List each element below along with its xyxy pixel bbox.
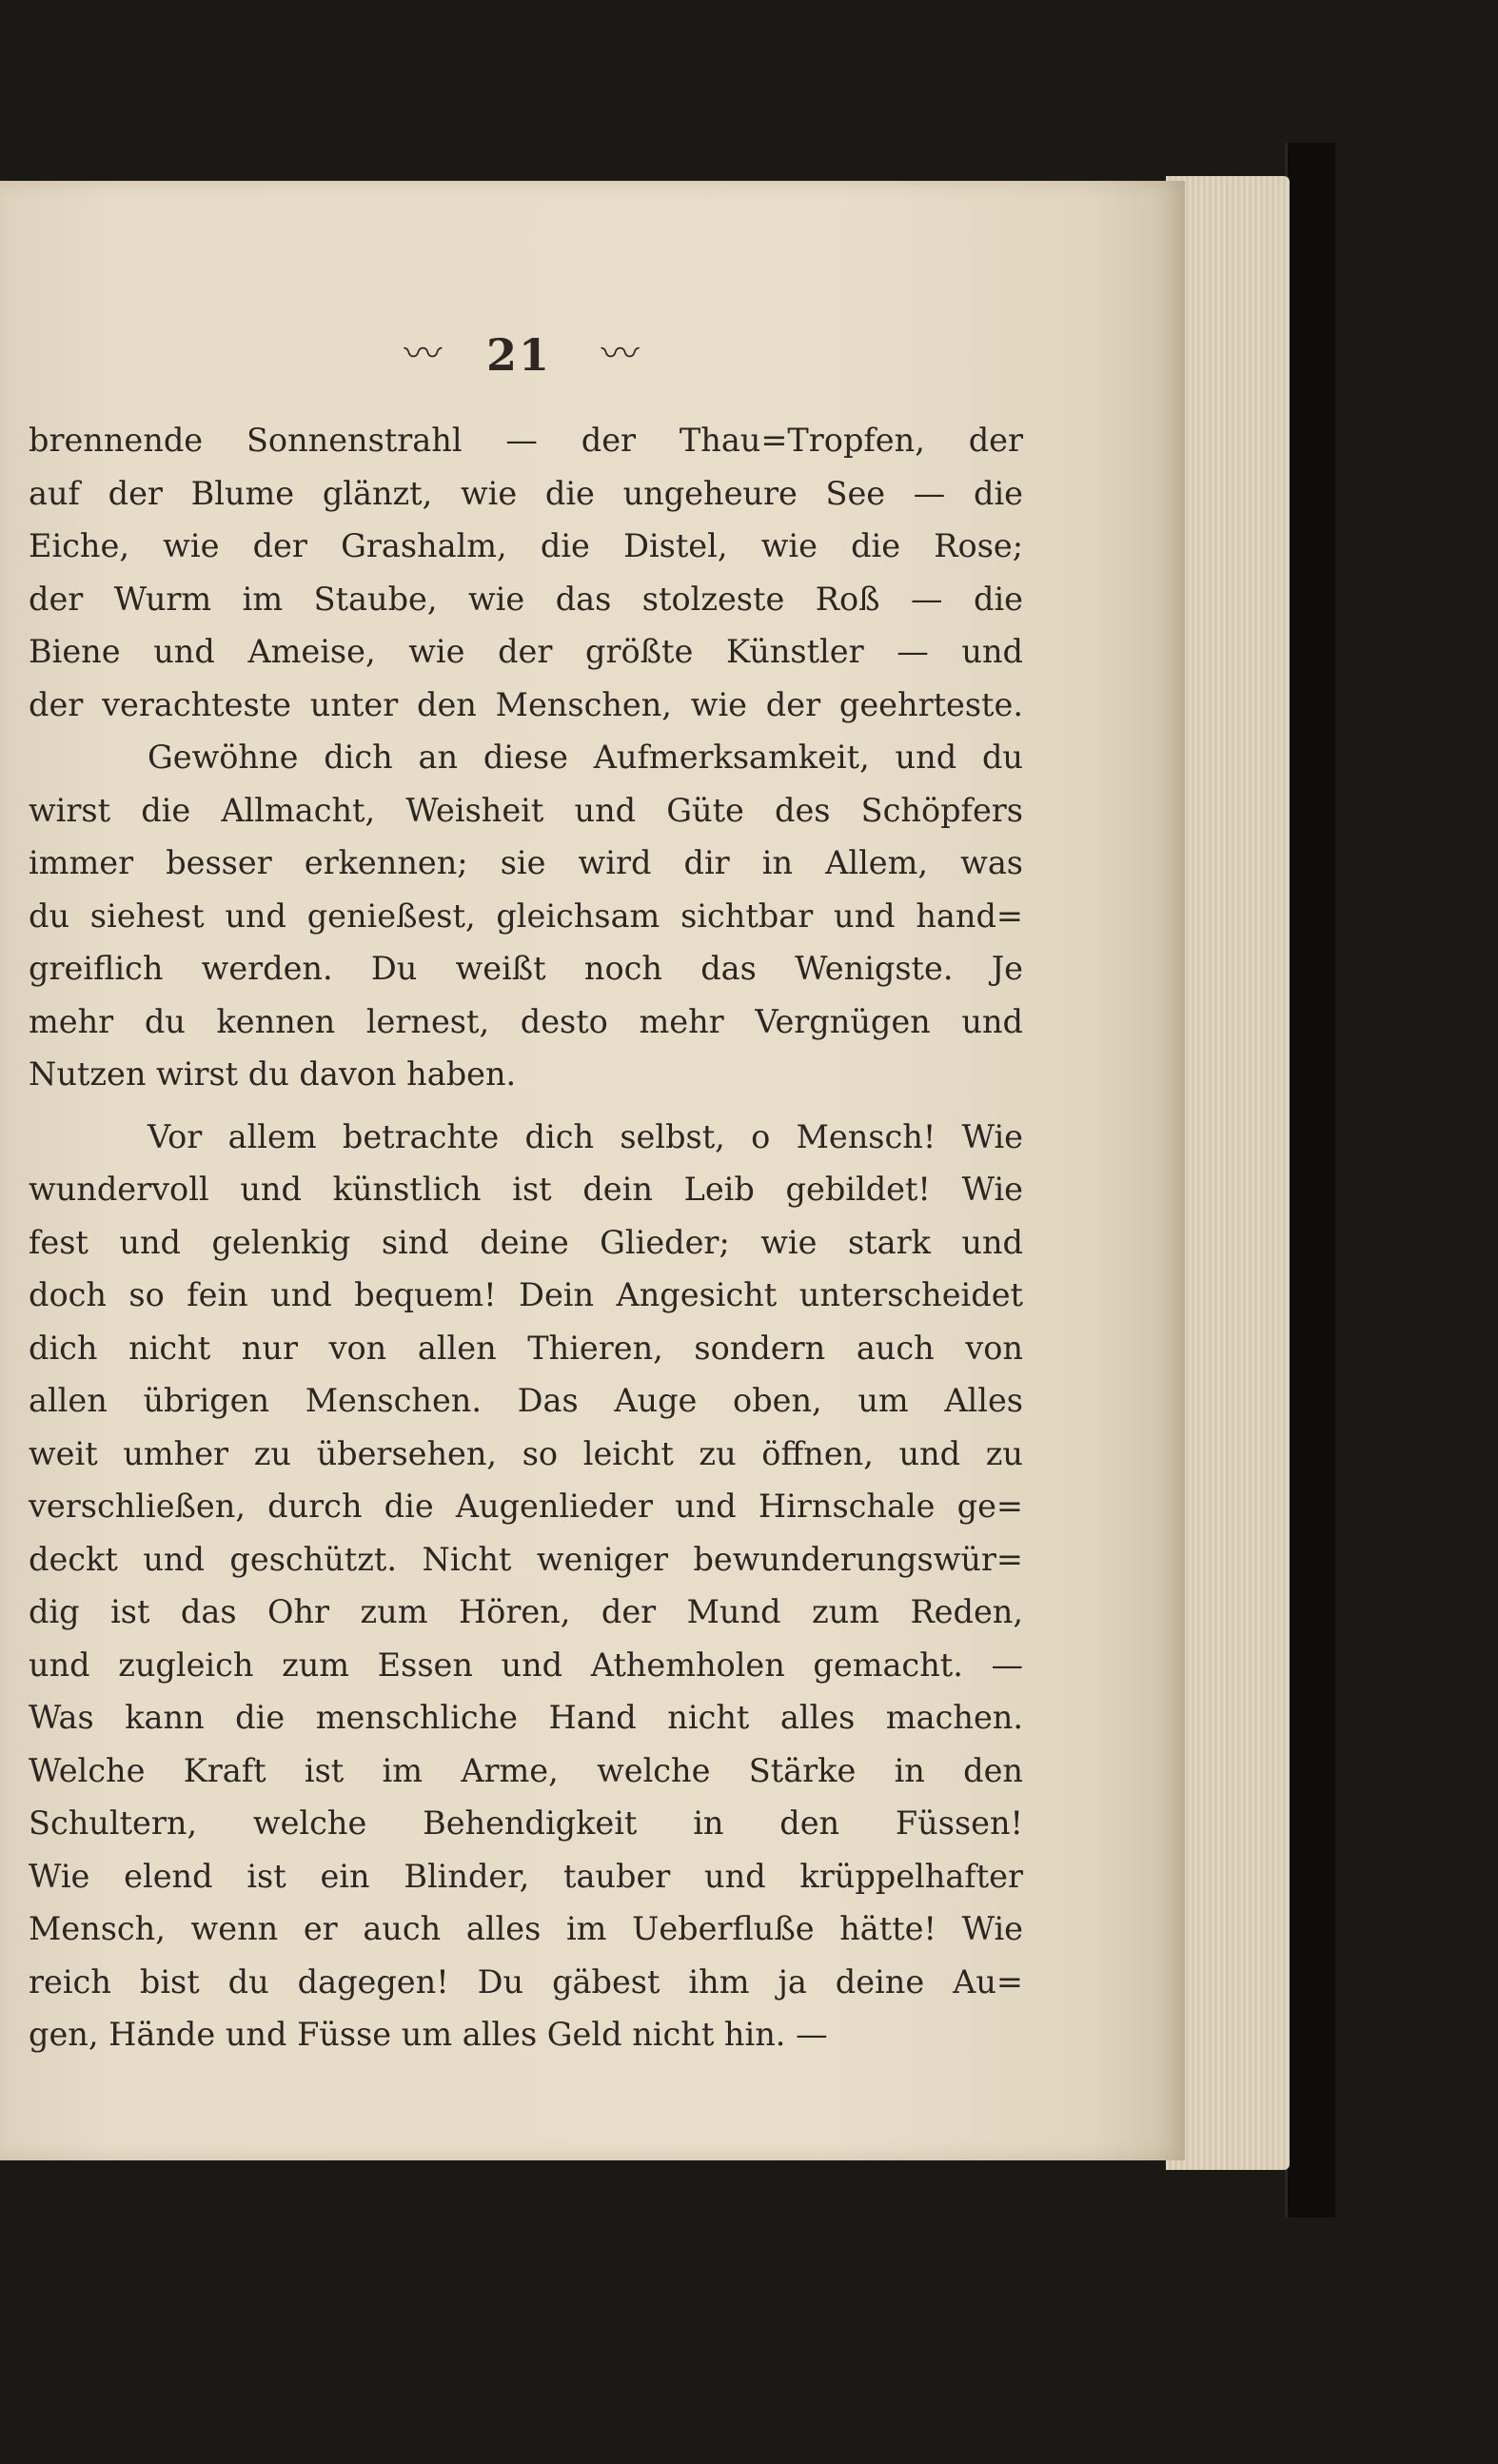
text-line: mehr du kennen lernest, desto mehr Vergnügen und	[29, 1002, 1023, 1040]
text-line: Nutzen wirst du davon haben.	[29, 1055, 517, 1093]
text-line: wirst die Allmacht, Weisheit und Güte des Schöpfers	[29, 791, 1023, 829]
text-line: und zugleich zum Essen und Athemholen gemacht. —	[29, 1646, 1023, 1684]
text-line: der Wurm im Staube, wie das stolzeste Roß — die	[29, 580, 1023, 618]
text-line: fest und gelenkig sind deine Glieder; wie stark und	[29, 1223, 1023, 1261]
text-line: Was kann die menschliche Hand nicht alles machen.	[29, 1699, 1023, 1736]
text-line: wundervoll und künstlich ist dein Leib gebildet! Wie	[29, 1171, 1023, 1208]
text-line: deckt und geschützt. Nicht weniger bewunderungswür=	[29, 1540, 1023, 1578]
text-line: allen übrigen Menschen. Das Auge oben, um Alles	[29, 1382, 1023, 1419]
text-line: doch so fein und bequem! Dein Angesicht unterscheidet	[29, 1276, 1023, 1313]
text-line: Biene und Ameise, wie der größte Künstler — und	[29, 633, 1023, 670]
text-line: dich nicht nur von allen Thieren, sondern auch von	[29, 1329, 1023, 1367]
text-line: gen, Hände und Füsse um alles Geld nicht hin. —	[29, 2016, 828, 2053]
text-line: verschließen, durch die Augenlieder und Hirnschale ge=	[29, 1488, 1023, 1525]
text-line: brennende Sonnenstrahl — der Thau=Tropfen, der	[29, 422, 1023, 459]
text-line: Gewöhne dich an diese Aufmerksamkeit, und du	[148, 739, 1023, 776]
text-line: Schultern, welche Behendigkeit in den Füssen!	[29, 1804, 1023, 1842]
book-page	[0, 181, 1185, 2160]
text-line: immer besser erkennen; sie wird dir in Allem, was	[29, 844, 1023, 881]
book-cover-edge	[1285, 143, 1335, 2218]
text-line: Vor allem betrachte dich selbst, o Mensch! Wie	[148, 1117, 1023, 1155]
body-text	[29, 414, 1023, 2061]
text-line: weit umher zu übersehen, so leicht zu öffnen, und zu	[29, 1434, 1023, 1472]
ornament-left-icon: 〰	[404, 332, 437, 376]
text-line: Mensch, wenn er auch alles im Ueberfluße hätte! Wie	[29, 1910, 1023, 1947]
text-line: dig ist das Ohr zum Hören, der Mund zum Reden,	[29, 1593, 1023, 1630]
text-line: Eiche, wie der Grashalm, die Distel, wie die Rose;	[29, 527, 1023, 564]
text-line: reich bist du dagegen! Du gäbest ihm ja deine Au=	[29, 1962, 1023, 2001]
ornament-right-icon: 〰	[601, 332, 634, 376]
page-number: 21	[485, 329, 551, 381]
text-line: du siehest und genießest, gleichsam sichtbar und hand=	[29, 897, 1023, 935]
running-header	[0, 324, 1037, 381]
text-line: auf der Blume glänzt, wie die ungeheure See — die	[29, 474, 1023, 512]
text-line: der verachteste unter den Menschen, wie der geehrteste.	[29, 685, 1023, 723]
text-line: greiflich werden. Du weißt noch das Wenigste. Je	[29, 950, 1023, 987]
text-line: Wie elend ist ein Blinder, tauber und krüppelhafter	[29, 1857, 1023, 1895]
text-line: Welche Kraft ist im Arme, welche Stärke in den	[29, 1751, 1023, 1789]
